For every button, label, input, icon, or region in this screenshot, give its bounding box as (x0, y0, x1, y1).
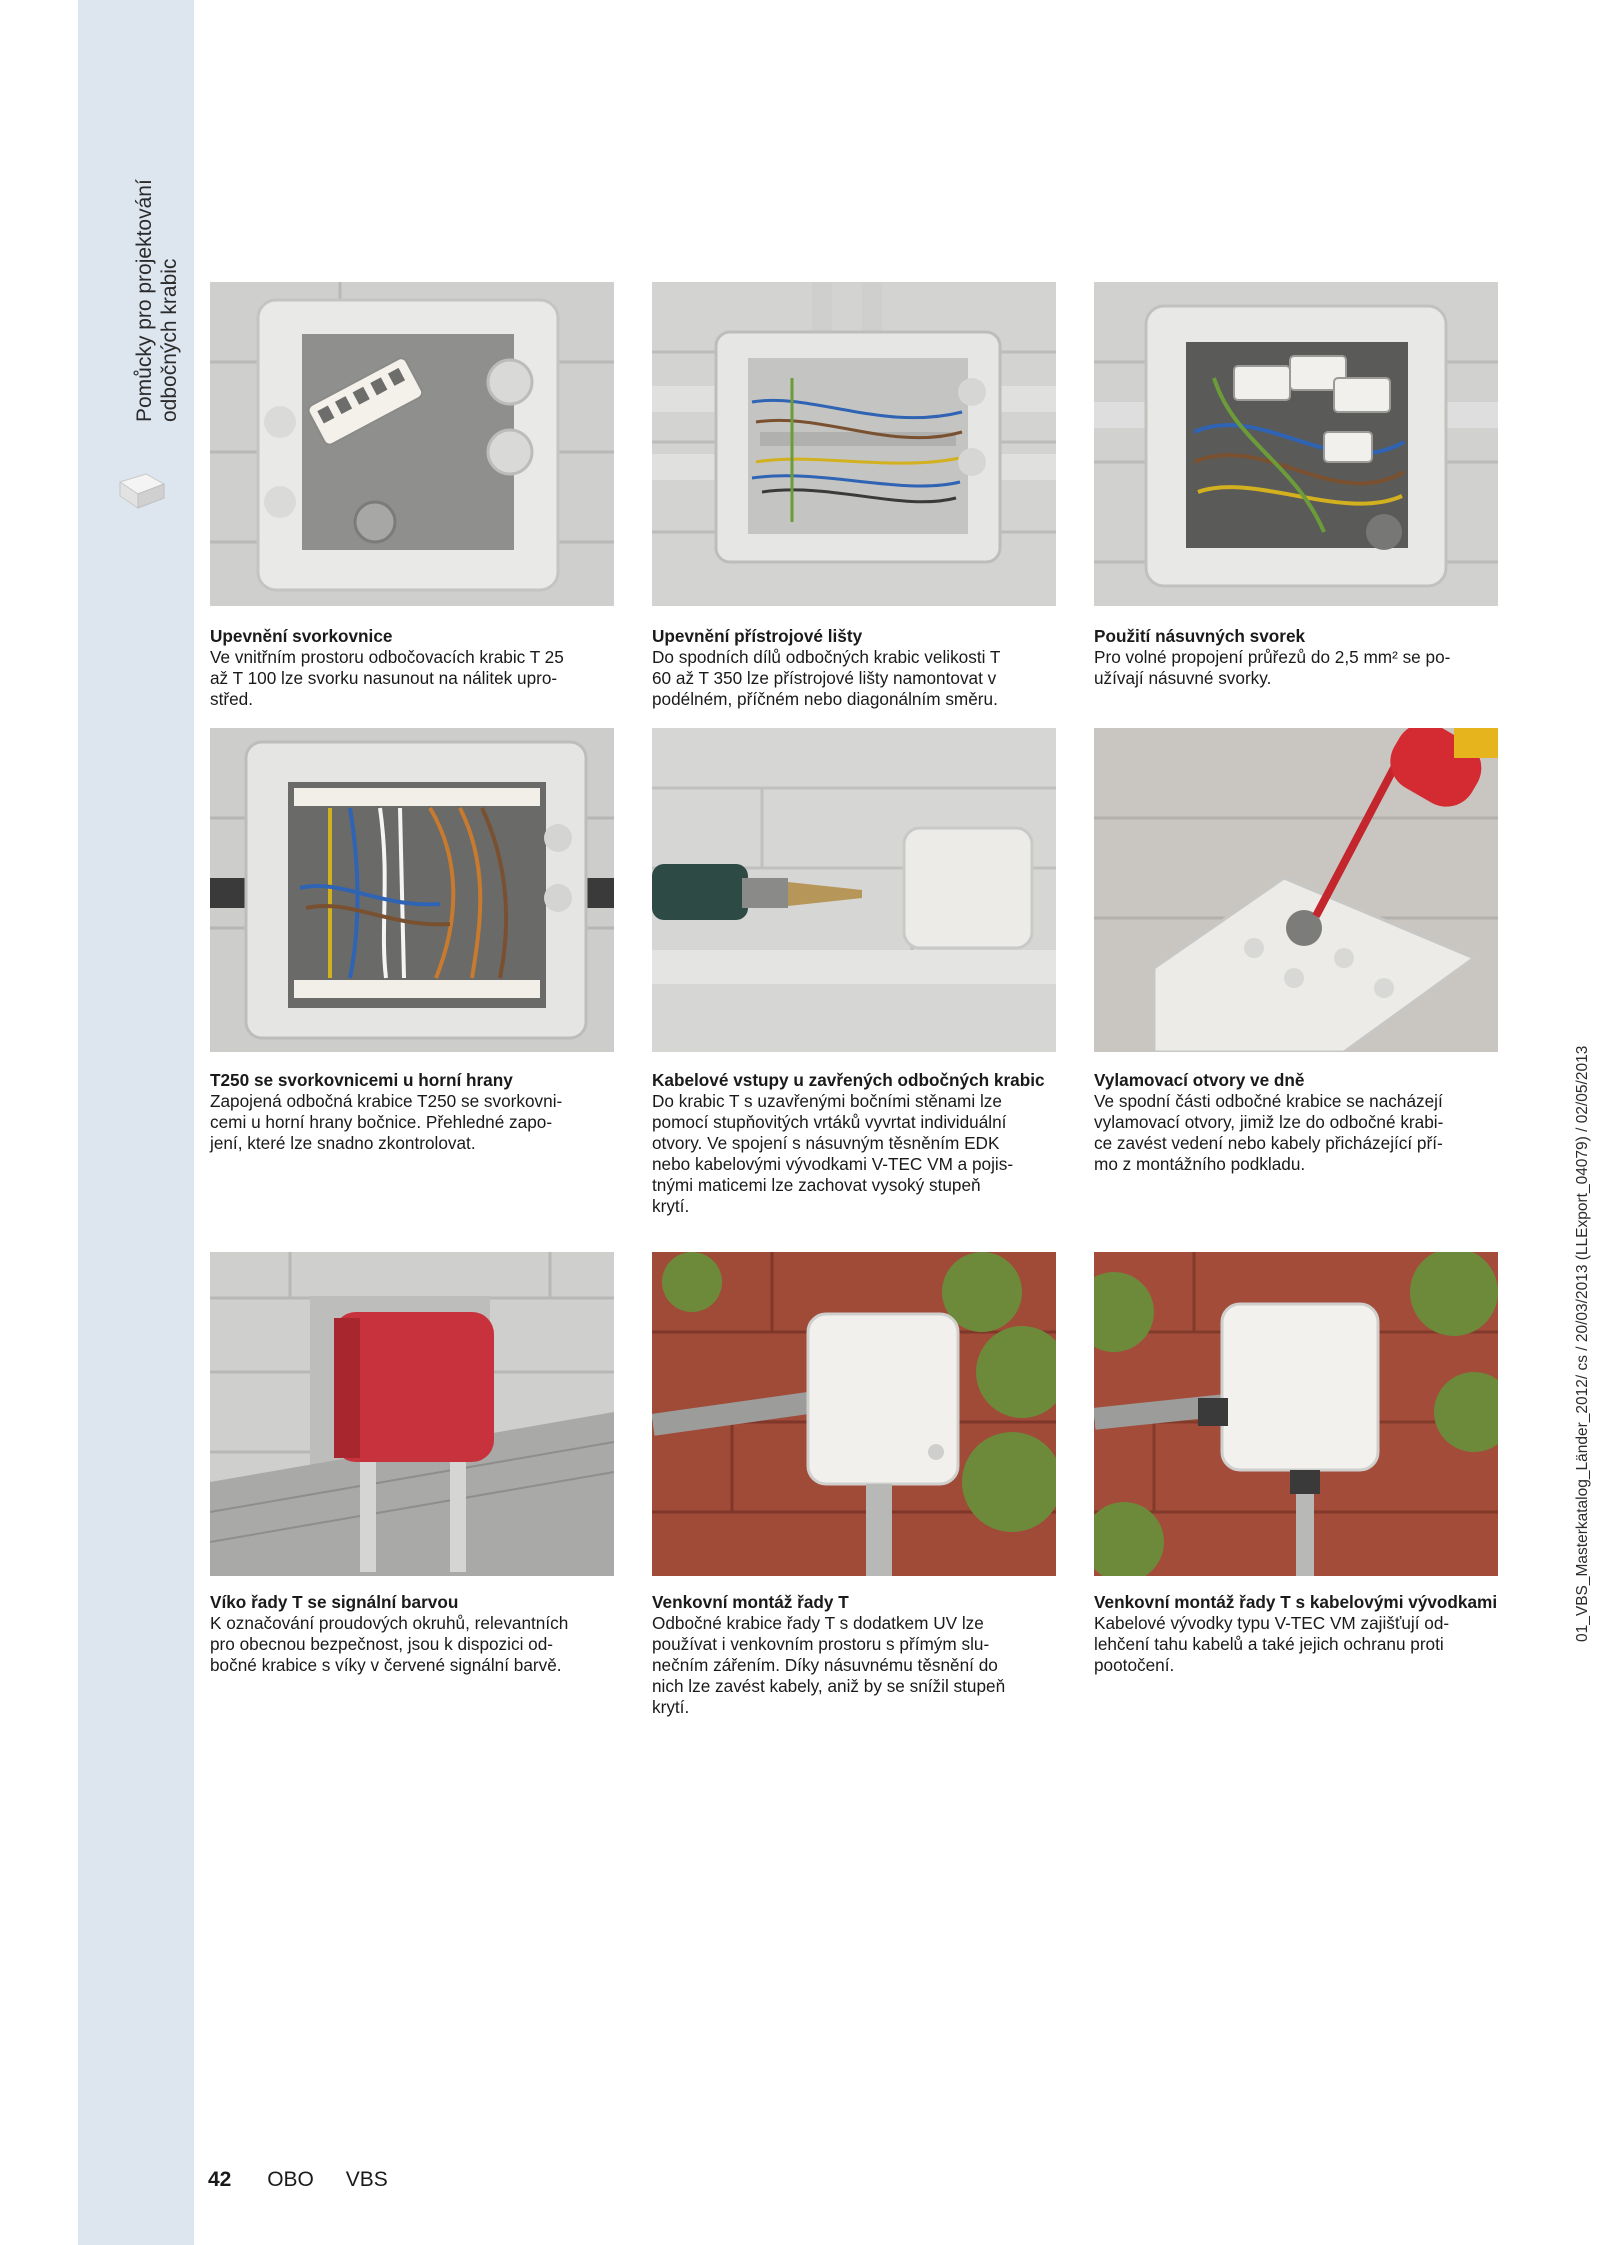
caption-outdoor-cable-glands (1094, 1592, 1498, 1676)
caption-body: Ve vnitřním prostoru odbočovacích krabic T 25 až T 100 lze svorku nasunout na nálitek upro- střed. (210, 647, 564, 709)
caption-title: Použití násuvných svorek (1094, 626, 1306, 646)
caption-body: Do spodních dílů odbočných krabic velikosti T 60 až T 350 lze přístrojové lišty namontovat v podélném, příčném nebo diagonálním směru. (652, 647, 1001, 709)
caption-title: Venkovní montáž řady T (652, 1592, 849, 1612)
caption-body: Do krabic T s uzavřenými bočními stěnami lze pomocí stupňovitých vrtáků vyvrtat individuální otvory. Ve spojení s násuvným těsněním EDK nebo kabelovými vývodkami V-TEC VM a pojis- tnými maticemi lze zachovat vysoký stupeň krytí. (652, 1091, 1014, 1216)
caption-title: Upevnění přístrojové lišty (652, 626, 863, 646)
photo-knockout-openings (1094, 728, 1498, 1052)
photo-t250-terminals (210, 728, 614, 1052)
caption-title: Kabelové vstupy u zavřených odbočných krabic (652, 1070, 1045, 1090)
caption-title: Venkovní montáž řady T s kabelovými vývodkami (1094, 1592, 1498, 1612)
caption-body: Ve spodní části odbočné krabice se nacházejí vylamovací otvory, jimiž lze do odbočné krabi- ce zavést vedení nebo kabely přicházející pří- mo z montážního podkladu. (1094, 1091, 1444, 1174)
sidebar-title-line1: Pomůcky pro projektování (133, 179, 156, 422)
caption-terminal-mounting (210, 626, 614, 710)
caption-body: Odbočné krabice řady T s dodatkem UV lze používat i venkovním prostoru s přímým slu- nečním zářením. Díky násuvnému těsnění do nich lze zavést kabely, aniž by se snížil stupeň krytí. (652, 1613, 1006, 1717)
caption-title: T250 se svorkovnicemi u horní hrany (210, 1070, 513, 1090)
sidebar-title (132, 179, 182, 422)
sidebar-title-line2: odbočných krabic (158, 258, 181, 422)
caption-body: Pro volné propojení průřezů do 2,5 mm² se po- užívají násuvné svorky. (1094, 647, 1451, 688)
caption-body: Kabelové vývodky typu V-TEC VM zajišťují od- lehčení tahu kabelů a také jejich ochranu proti pootočení. (1094, 1613, 1450, 1675)
footer-brand: OBO (267, 2168, 314, 2191)
photo-outdoor-cable-glands (1094, 1252, 1498, 1576)
page-footer (208, 2168, 388, 2192)
caption-title: Víko řady T se signální barvou (210, 1592, 459, 1612)
caption-body: K označování proudových okruhů, relevantních pro obecnou bezpečnost, jsou k dispozici od- bočné krabice s víky v červené signální barvě. (210, 1613, 569, 1675)
photo-outdoor-mounting (652, 1252, 1056, 1576)
photo-drilled-cable-entries (652, 728, 1056, 1052)
caption-body: Zapojená odbočná krabice T250 se svorkovni- cemi u horní hrany bočnice. Přehledné zapo- jení, které lze snadno zkontrolovat. (210, 1091, 563, 1153)
page-number: 42 (208, 2168, 232, 2191)
caption-outdoor-mounting (652, 1592, 1056, 1718)
caption-red-signal-lid (210, 1592, 614, 1676)
caption-t250-terminals (210, 1070, 614, 1154)
caption-device-rail (652, 626, 1056, 710)
junction-box-icon (112, 468, 170, 514)
caption-title: Upevnění svorkovnice (210, 626, 393, 646)
footer-section: VBS (345, 2168, 388, 2191)
photo-device-rail (652, 282, 1056, 606)
caption-title: Vylamovací otvory ve dně (1094, 1070, 1305, 1090)
photo-red-signal-lid (210, 1252, 614, 1576)
photo-terminal-mounting (210, 282, 614, 606)
photo-push-terminals (1094, 282, 1498, 606)
caption-push-terminals (1094, 626, 1498, 689)
caption-knockout-openings (1094, 1070, 1498, 1175)
caption-drilled-cable-entries (652, 1070, 1056, 1217)
document-reference: 01_VBS_Masterkatalog_Länder_2012/ cs / 20/03/2013 (LLExport_04079) / 02/05/2013 (1574, 1045, 1591, 1642)
